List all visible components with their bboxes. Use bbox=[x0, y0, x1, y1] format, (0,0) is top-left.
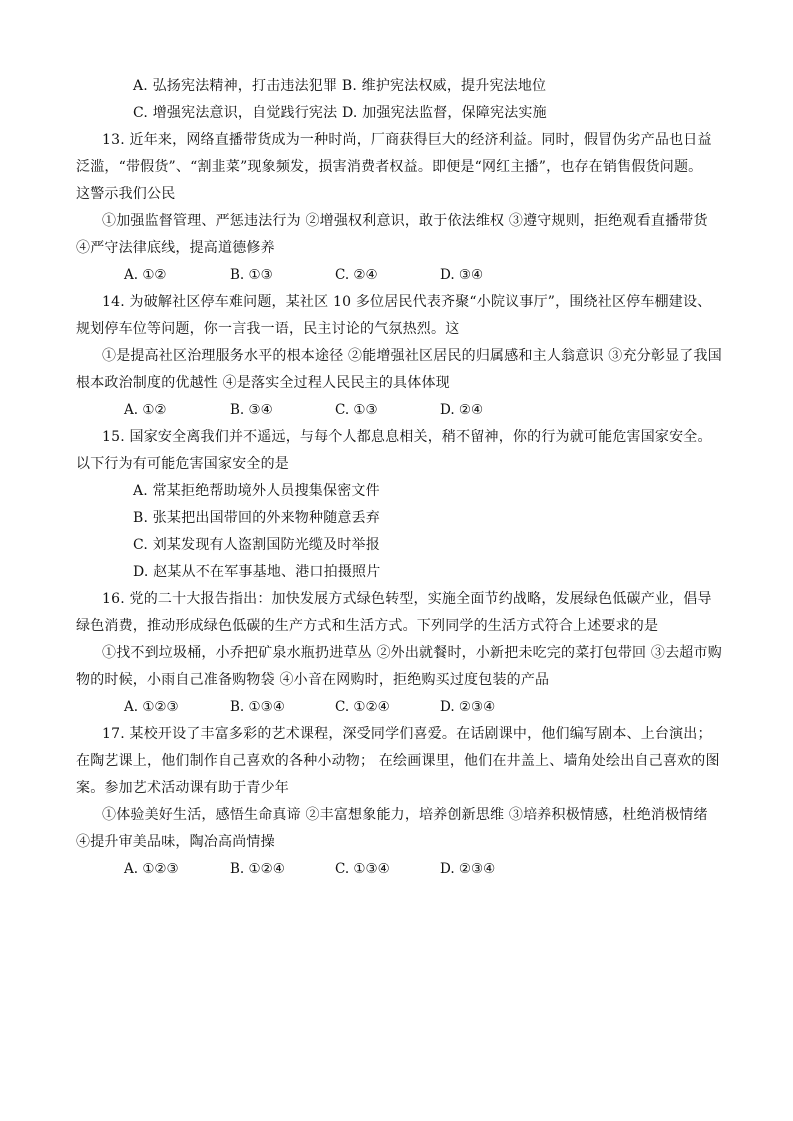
q17-items-line-1: ①体验美好生活，感悟生命真谛 ②丰富想象能力，培养创新思维 ③培养积极情感，杜绝消极情绪 bbox=[102, 807, 708, 823]
q14-choice-d: D. ②④ bbox=[440, 402, 484, 418]
q16-stem-line-1: 16. 党的二十大报告指出：加快发展方式绿色转型，实施全面节约战略，发展绿色低碳产业，倡导 bbox=[102, 591, 712, 607]
q16-choice-c: C. ①②④ bbox=[335, 699, 390, 715]
q16-items-line-1: ①找不到垃圾桶，小乔把矿泉水瓶扔进草丛 ②外出就餐时，小新把未吃完的菜打包带回 ③去超市购 bbox=[102, 645, 722, 661]
q16-choice-d: D. ②③④ bbox=[440, 699, 496, 715]
q17-items-line-2: ④提升审美品味，陶冶高尚情操 bbox=[76, 834, 275, 850]
q16-stem-line-2: 绿色消费，推动形成绿色低碳的生产方式和生活方式。下列同学的生活方式符合上述要求的是 bbox=[76, 618, 659, 634]
q16-choice-a: A. ①②③ bbox=[124, 699, 179, 715]
q15-option-d: D. 赵某从不在军事基地、港口拍摄照片 bbox=[133, 564, 381, 580]
q17-stem-line-1: 17. 某校开设了丰富多彩的艺术课程，深受同学们喜爱。在话剧课中，他们编写剧本、上台演出； bbox=[102, 726, 712, 742]
q17-choice-c: C. ①③④ bbox=[335, 861, 390, 877]
q15-option-c: C. 刘某发现有人盗割国防光缆及时举报 bbox=[133, 537, 380, 553]
q12-options-cd: C. 增强宪法意识，自觉践行宪法 D. 加强宪法监督，保障宪法实施 bbox=[133, 105, 547, 121]
q13-stem-line-1: 13. 近年来，网络直播带货成为一种时尚，厂商获得巨大的经济利益。同时，假冒伪劣产品也日益 bbox=[102, 132, 712, 148]
q14-stem-line-2: 规划停车位等问题，你一言我一语，民主讨论的气氛热烈。这 bbox=[76, 321, 460, 337]
q14-choice-c: C. ①③ bbox=[335, 402, 378, 418]
q14-choice-a: A. ①② bbox=[124, 402, 167, 418]
q14-items-line-1: ①是提高社区治理服务水平的根本途径 ②能增强社区居民的归属感和主人翁意识 ③充分彰显了我国 bbox=[102, 348, 722, 364]
q14-items-line-2: 根本政治制度的优越性 ④是落实全过程人民民主的具体体现 bbox=[76, 375, 450, 391]
q15-option-b: B. 张某把出国带回的外来物种随意丢弃 bbox=[133, 510, 380, 526]
q13-items-line-2: ④严守法律底线，提高道德修养 bbox=[76, 240, 275, 256]
q12-options-ab: A. 弘扬宪法精神，打击违法犯罪 B. 维护宪法权威，提升宪法地位 bbox=[133, 78, 547, 94]
q14-stem-line-1: 14. 为破解社区停车难问题，某社区 10 多位居民代表齐聚“小院议事厅”，围绕社区停车棚建设、 bbox=[102, 294, 712, 310]
q17-choice-a: A. ①②③ bbox=[124, 861, 179, 877]
q13-stem-line-2: 泛滥，“带假货”、“割韭菜”现象频发，损害消费者权益。即便是“网红主播”，也存在销售假货问题。 bbox=[76, 159, 703, 175]
q17-stem-line-2: 在陶艺课上，他们制作自己喜欢的各种小动物； 在绘画课里，他们在井盖上、墙角处绘出自己喜欢的图 bbox=[76, 753, 720, 769]
q13-choice-c: C. ②④ bbox=[335, 267, 378, 283]
q16-items-line-2: 物的时候，小雨自己准备购物袋 ④小音在网购时，拒绝购买过度包装的产品 bbox=[76, 672, 550, 688]
q17-choice-b: B. ①②④ bbox=[230, 861, 285, 877]
q13-items-line-1: ①加强监督管理、严惩违法行为 ②增强权利意识，敢于依法维权 ③遵守规则，拒绝观看直播带货 bbox=[102, 213, 708, 229]
q14-choice-b: B. ③④ bbox=[230, 402, 273, 418]
q15-stem-line-2: 以下行为有可能危害国家安全的是 bbox=[76, 456, 289, 472]
q13-choice-b: B. ①③ bbox=[230, 267, 273, 283]
q15-option-a: A. 常某拒绝帮助境外人员搜集保密文件 bbox=[133, 483, 380, 499]
q16-choice-b: B. ①③④ bbox=[230, 699, 285, 715]
q13-choice-d: D. ③④ bbox=[440, 267, 484, 283]
q15-stem-line-1: 15. 国家安全离我们并不遥远，与每个人都息息相关，稍不留神，你的行为就可能危害国家安全。 bbox=[102, 429, 712, 445]
q13-stem-line-3: 这警示我们公民 bbox=[76, 186, 176, 202]
q17-stem-line-3: 案。参加艺术活动课有助于青少年 bbox=[76, 780, 289, 796]
q13-choice-a: A. ①② bbox=[124, 267, 167, 283]
q17-choice-d: D. ②③④ bbox=[440, 861, 496, 877]
